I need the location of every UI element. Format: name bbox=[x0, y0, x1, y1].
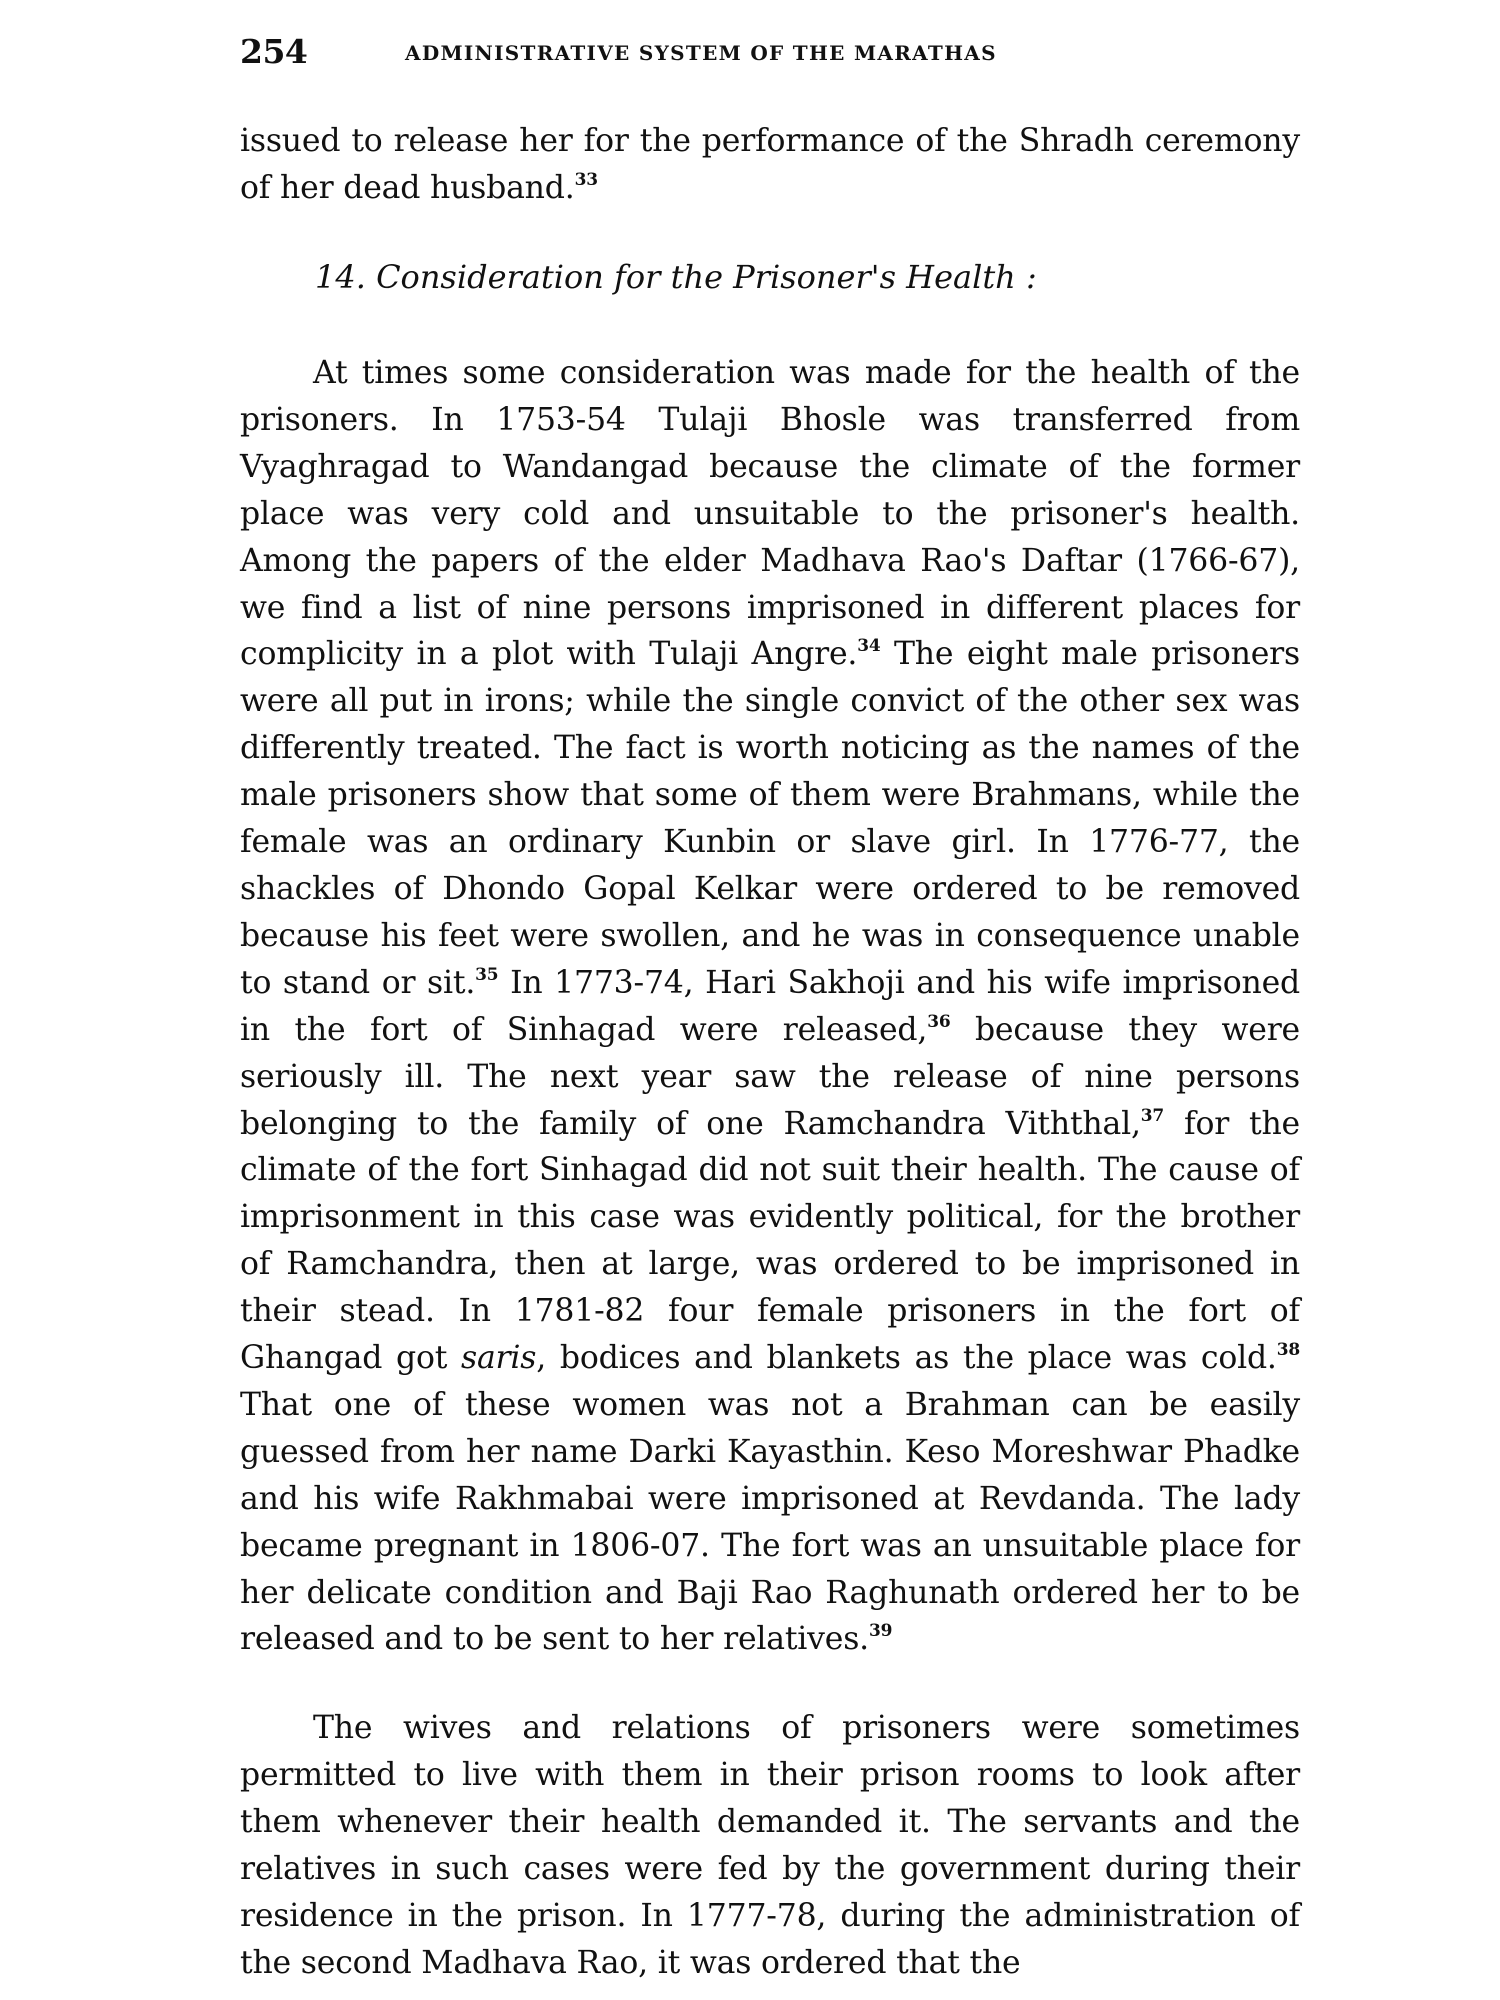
footnote-marker: 39 bbox=[868, 1621, 893, 1642]
section-heading: 14. Consideration for the Prisoner's Health : bbox=[315, 258, 1037, 296]
footnote-marker: 35 bbox=[475, 964, 499, 985]
paragraph-text: That one of these women was not a Brahman can be easily guessed from her name Darki Kayasthin. Keso Moreshwar Phadke and his wife Rakhmabai were imprisoned at Revdanda. The lady became pregnant in 1806-07. The fort was an unsuitable place for her delicate condition and Baji Rao Raghunath ordered her to be released and to be sent to her relatives. bbox=[240, 1386, 1300, 1658]
footnote-marker: 33 bbox=[574, 169, 598, 190]
italic-term: saris bbox=[461, 1340, 537, 1377]
page-number: 254 bbox=[240, 32, 308, 71]
paragraph-wives-relations bbox=[240, 1705, 1300, 1986]
footnote-marker: 34 bbox=[857, 636, 881, 657]
footnote-marker: 38 bbox=[1276, 1340, 1301, 1361]
paragraph-text: because they were seriously ill. The next year saw the release of nine persons belonging to the family of one Ramchandra Viththal, bbox=[240, 1011, 1300, 1142]
paragraph-continued bbox=[240, 118, 1300, 212]
paragraph-text: At times some consideration was made for the health of the prisoners. In 1753-54 Tulaji Bhosle was transferred from Vyaghragad to Wandangad because the climate of the former place was very cold and unsuitable to the prisoner's health. Among the papers of the elder Madhava Rao's Daftar (1766-67), we find a list of nine persons imprisoned in different places for complicity in a plot with Tulaji Angre. bbox=[240, 355, 1300, 673]
paragraph-text: , bodices and blankets as the place was cold. bbox=[536, 1340, 1277, 1377]
paragraph-text: In 1773-74, Hari Sakhoji and his wife imprisoned in the fort of Sinhagad were released, bbox=[240, 964, 1300, 1048]
paragraph-text: issued to release her for the performance of the Shradh ceremony of her dead husband. bbox=[240, 123, 1300, 206]
footnote-marker: 36 bbox=[927, 1011, 951, 1032]
page-header bbox=[240, 32, 1300, 82]
paragraph-prisoner-health bbox=[240, 350, 1300, 1663]
footnote-marker: 37 bbox=[1140, 1105, 1165, 1126]
paragraph-text: for the climate of the fort Sinhagad did not suit their health. The cause of imprisonment in this case was evidently political, for the brother of Ramchandra, then at large, was ordered to be imprisoned in their stead. In 1781-82 four female prisoners in the fort of Ghangad got bbox=[240, 1105, 1300, 1377]
paragraph-text: The wives and relations of prisoners were sometimes permitted to live with them in their prison rooms to look after them whenever their health demanded it. The servants and the relatives in such cases were fed by the government during their residence in the prison. In 1777-78, during the administration of the second Madhava Rao, it was ordered that the bbox=[240, 1710, 1300, 1981]
paragraph-text: The eight male prisoners were all put in irons; while the single convict of the other sex was differently treated. The fact is worth noticing as the names of the male prisoners show that some of them were Brahmans, while the female was an ordinary Kunbin or slave girl. In 1776-77, the shackles of Dhondo Gopal Kelkar were ordered to be removed because his feet were swollen, and he was in consequence unable to stand or sit. bbox=[240, 636, 1300, 1001]
running-title: ADMINISTRATIVE SYSTEM OF THE MARATHAS bbox=[405, 41, 997, 65]
